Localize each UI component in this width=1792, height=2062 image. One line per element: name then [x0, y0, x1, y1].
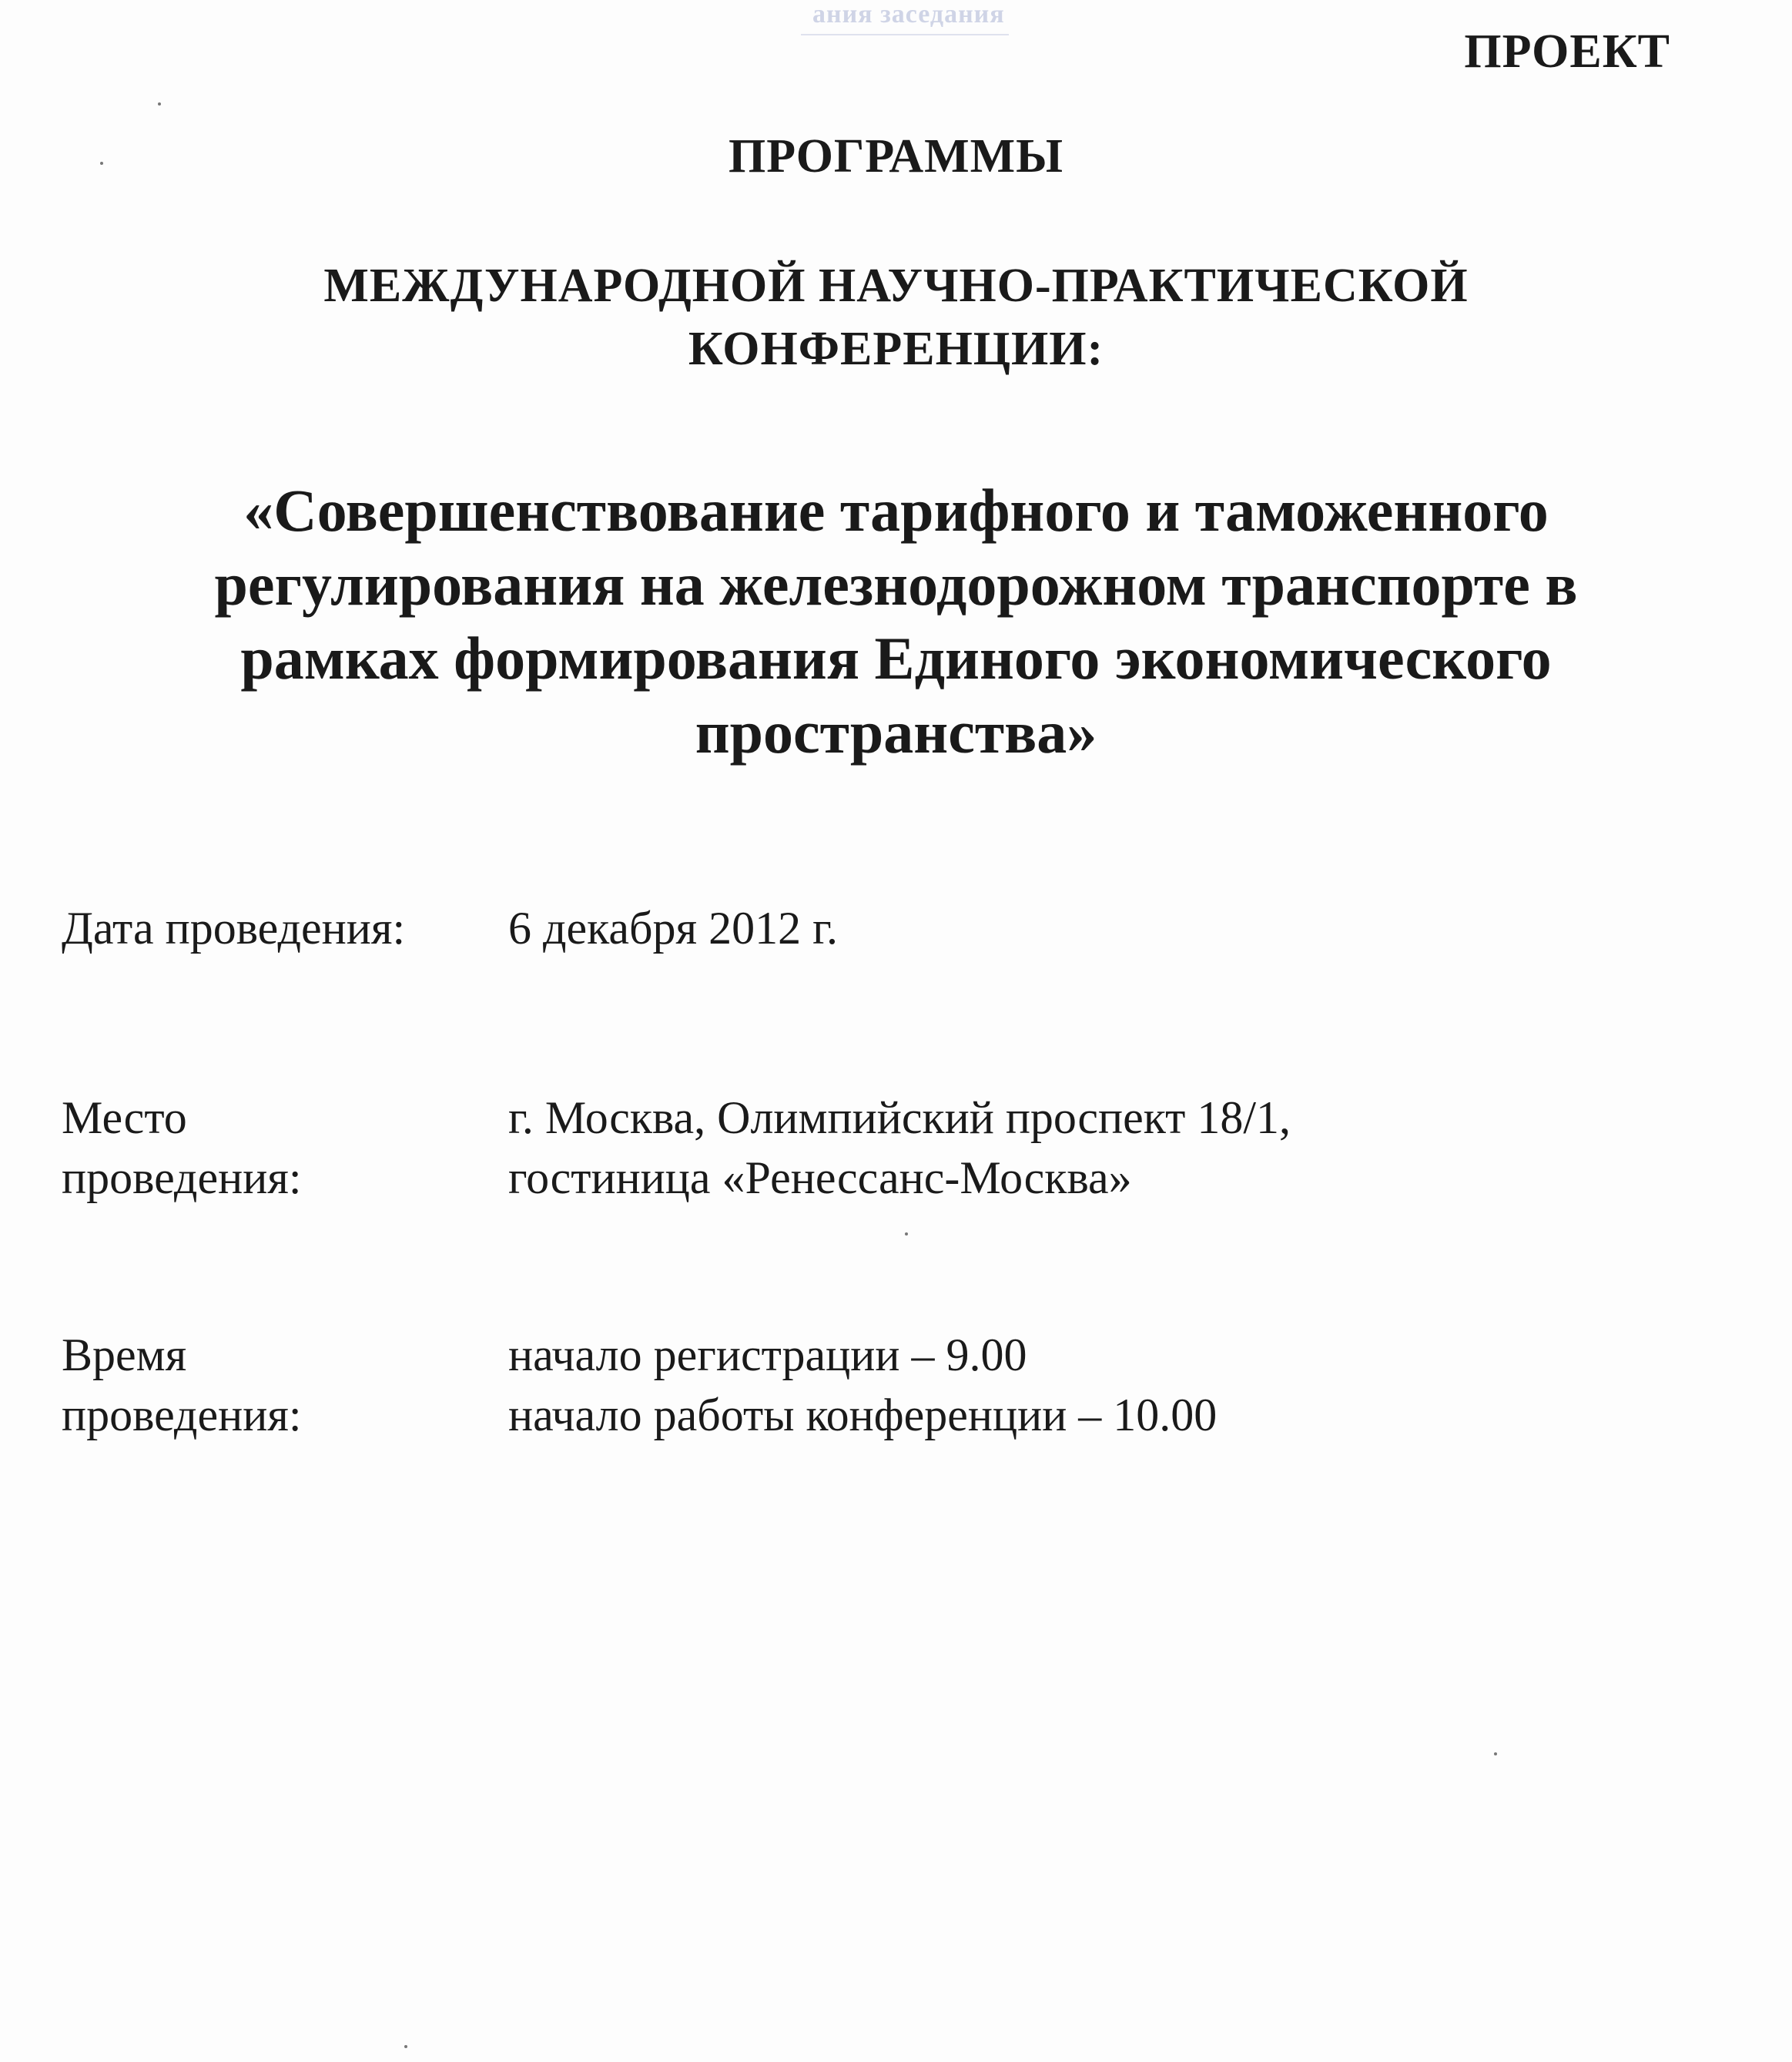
time-label: [62, 1325, 493, 1445]
time-value-line-1: начало регистрации – 9.00: [508, 1329, 1027, 1380]
time-label-line-1: Время: [62, 1329, 187, 1380]
draft-label: ПРОЕКТ: [1464, 25, 1670, 78]
conference-kind: [0, 254, 1792, 381]
place-label-line-2: проведения:: [62, 1152, 302, 1203]
faded-stamp-text: ания заседания: [812, 0, 1005, 28]
scan-speck: [1494, 1752, 1497, 1755]
place-value: [508, 1088, 1663, 1208]
scan-speck: [905, 1232, 908, 1236]
conference-name-line-4: пространства»: [695, 699, 1097, 766]
conference-name-line-2: регулирования на железнодорожном транспорте в: [214, 551, 1578, 618]
program-title: ПРОГРАММЫ: [728, 130, 1064, 183]
conference-name-line-1: «Совершенствование тарифного и таможенного: [243, 477, 1549, 544]
scan-speck: [404, 2045, 407, 2048]
conference-kind-line-2: КОНФЕРЕНЦИИ:: [688, 323, 1104, 375]
time-value-line-2: начало работы конференции – 10.00: [508, 1390, 1218, 1440]
place-value-line-2: гостиница «Ренессанс-Москва»: [508, 1152, 1132, 1203]
scan-speck: [100, 162, 103, 165]
place-label: [62, 1088, 493, 1208]
conference-name: [0, 474, 1792, 769]
date-label: Дата проведения:: [62, 903, 406, 954]
date-value: 6 декабря 2012 г.: [508, 903, 838, 954]
time-label-line-2: проведения:: [62, 1390, 302, 1440]
time-value: [508, 1325, 1663, 1445]
place-value-line-1: г. Москва, Олимпийский проспект 18/1,: [508, 1092, 1291, 1143]
conference-name-line-3: рамках формирования Единого экономического: [240, 625, 1552, 692]
scan-speck: [158, 102, 161, 106]
faded-stamp-underline: [801, 34, 1009, 35]
place-label-line-1: Место: [62, 1092, 187, 1143]
conference-kind-line-1: МЕЖДУНАРОДНОЙ НАУЧНО-ПРАКТИЧЕСКОЙ: [323, 260, 1469, 312]
